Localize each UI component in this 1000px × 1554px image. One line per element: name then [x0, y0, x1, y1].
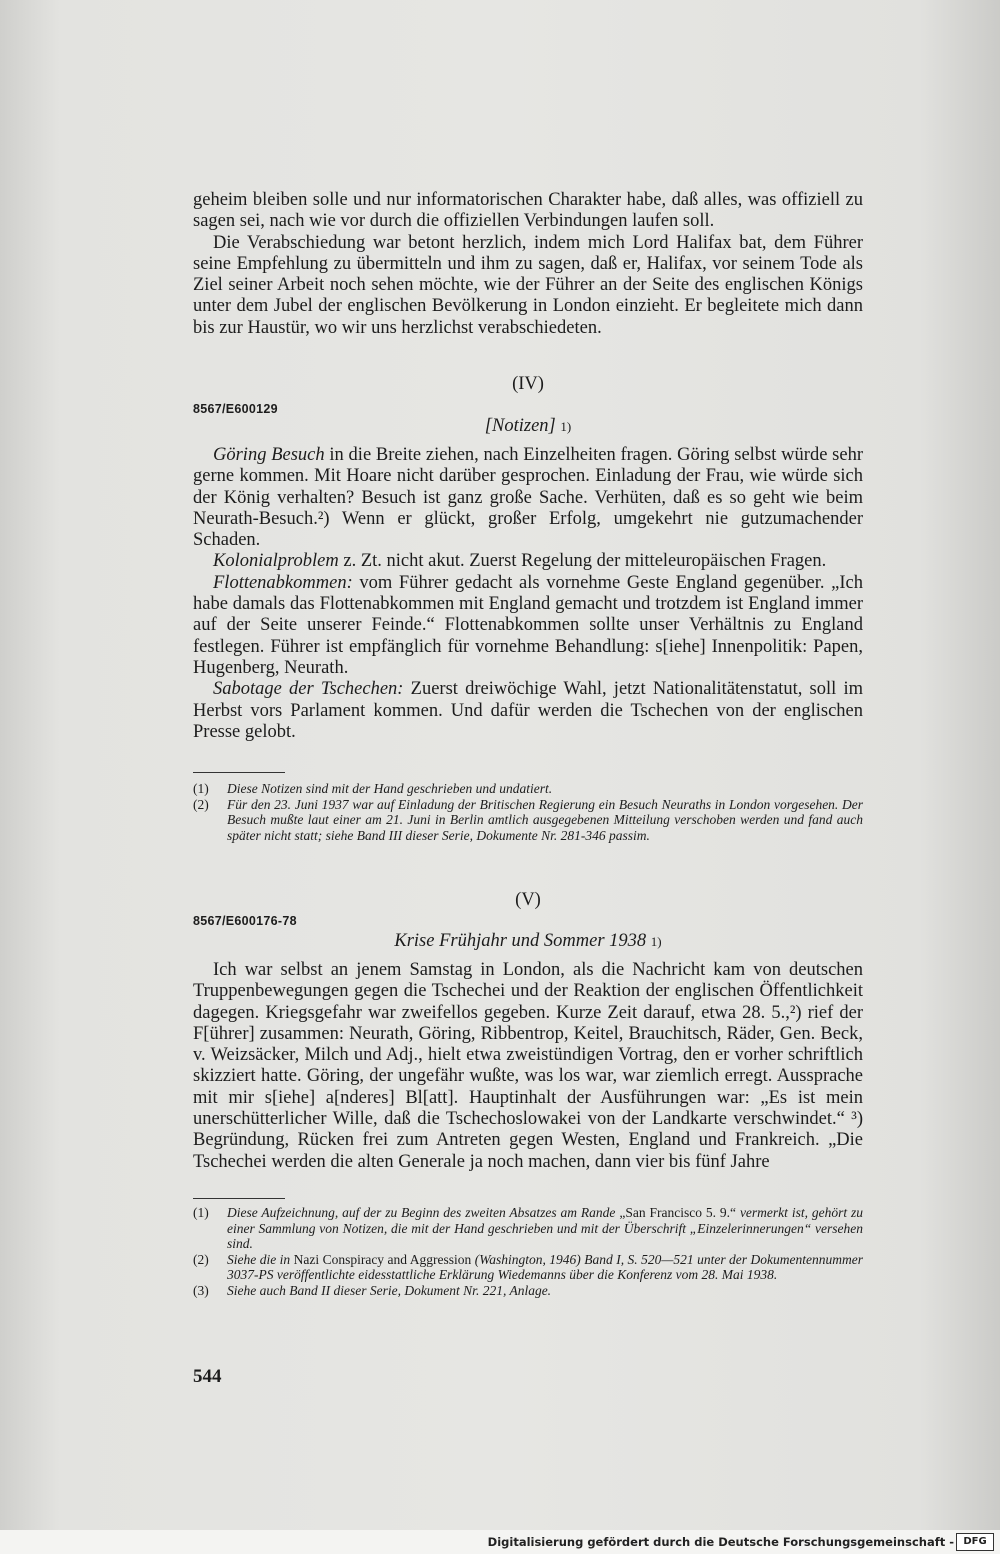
dfg-logo: DFG: [956, 1533, 994, 1551]
footnote: [193, 797, 863, 844]
section-iv-title: [193, 416, 863, 437]
section-v-title-text: Krise Frühjahr und Sommer 1938: [394, 931, 647, 951]
section-iv-numeral: (IV): [512, 374, 544, 394]
footnote-body: [227, 1283, 863, 1299]
footer-bar: [0, 1530, 1000, 1554]
footnote: [193, 1205, 863, 1252]
footnote-body: [227, 1205, 863, 1252]
section-v-title-note: 1): [650, 934, 662, 949]
footnote-number: (2): [193, 796, 209, 812]
footnote-number: (3): [193, 1282, 209, 1298]
footnote: [193, 1283, 863, 1299]
footnote-number: (1): [193, 781, 209, 796]
section-iv-para-3: [193, 573, 863, 679]
footnote-text: Für den 23. Juni 1937 war auf Einladung der Britischen Regierung ein Besuch Neuraths in London vorgesehen. Der Besuch mußte laut einer am 21. Juni in Berlin amtlich ausgegebenen Mitteilung verschoben werden und fand auch später nicht statt; siehe Band III dieser Serie, Dokumente Nr. 281-346 passim.: [227, 796, 863, 843]
footnote-number: (2): [193, 1251, 209, 1267]
section-iv-footnotes: [193, 781, 863, 843]
para-lead: Flottenabkommen:: [213, 572, 353, 593]
footnote-text: Siehe auch Band II dieser Serie, Dokument Nr. 221, Anlage.: [227, 1282, 552, 1298]
footnote-text: vermerkt ist, gehört zu einer Sammlung von Notizen, die mit der Hand geschrieben und mit der Überschrift „Einzelerinnerungen“ versehen sind.: [227, 1205, 864, 1251]
para-text: in die Breite ziehen, nach Einzelheiten fragen. Göring selbst würde sehr gerne kommen. Mit Hoare nicht darüber gesprochen. Einladung der Frau, wie würde sich der König verhalten? Besuch ist ganz große Sache. Verhüten, daß es so geht wie beim Neurath-Besuch.²) Wenn er glückt, großer Erfolg, umgekehrt nie gutzumachender Schaden.: [193, 445, 863, 551]
section-iv-title-text: [Notizen]: [484, 416, 556, 436]
section-v-para: Ich war selbst an jenem Samstag in London, als die Nachricht kam von deutschen Truppenbewegungen gegen die Tschechei und der Reaktion der englischen Öffentlichkeit dagegen. Kriegsgefahr war zweifellos gegeben. Kurze Zeit darauf, etwa 28. 5.,²) rief der F[ührer] zusammen: Neurath, Göring, Ribbentrop, Keitel, Brauchitsch, Räder, Gen. Beck, v. Weizsäcker, Milch und Adj., hielt etwa zweistündigen Vortrag, den er vorher schriftlich skizziert hatte. Göring, der ungefähr wußte, was los war, war ziemlich erregt. Aussprache mit mir s[iehe] a[nderes] Bl[att]. Hauptinhalt der Ausführungen war: „Es ist mein unerschütterlicher Wille, daß die Tschechoslowakei von der Landkarte verschwindet.“ ³) Begründung, Rücken frei zum Antreten gegen Westen, England und Frankreich. „Die Tschechei werden die alten Generale ja noch machen, dann vier bis fünf Jahre: [193, 960, 863, 1172]
section-iv-signature: 8567/E600129: [193, 402, 278, 416]
section-v-title: [193, 931, 863, 952]
para-lead: Göring Besuch: [213, 445, 325, 465]
footnote: [193, 1252, 863, 1283]
section-v-body: [193, 960, 863, 1173]
section-v-footnotes: [193, 1205, 863, 1298]
section-iv-para-4: [193, 679, 863, 743]
section-v-signature: 8567/E600176-78: [193, 914, 297, 928]
para-lead: Kolonialproblem: [213, 551, 339, 572]
footnote-rule: [193, 1198, 285, 1199]
footnote-number: (1): [193, 1205, 209, 1220]
section-iv-body: [193, 445, 863, 743]
footnote-text: (Washington, 1946) Band I, S. 520—521 unter der Dokumentennummer 3037-PS veröffentlichte eidesstattliche Erklärung Wiedemanns über die Konferenz vom 28. Mai 1938.: [227, 1251, 863, 1282]
footnote-text: Diese Notizen sind mit der Hand geschrieben und undatiert.: [227, 781, 553, 796]
section-v-numeral: (V): [515, 890, 541, 910]
top-paragraph-2: Die Verabschiedung war betont herzlich, indem mich Lord Halifax bat, dem Führer seine Empfehlung zu übermitteln und ihm zu sagen, daß er, Halifax, vor seinem Tode als Ziel seiner Arbeit noch sehen möchte, wie der Führer an der Seite des englischen Königs unter dem Jubel der englischen Bevölkerung in London einzieht. Er begleitete mich dann bis zur Haustür, wo wir uns herzlichst verabschiedeten.: [193, 232, 863, 338]
footnote-upright: Nazi Conspiracy and Aggression: [293, 1251, 472, 1267]
footnote-rule: [193, 772, 285, 773]
footnote: [193, 781, 863, 797]
top-text: [193, 190, 863, 339]
para-text: z. Zt. nicht akut. Zuerst Regelung der mitteleuropäischen Fragen.: [338, 551, 827, 572]
section-iv-para-2: [193, 551, 863, 572]
footnote-body: [227, 1252, 863, 1283]
footnote-upright: „San Francisco 5. 9.“: [619, 1205, 737, 1220]
footer-credit: Digitalisierung gefördert durch die Deutsche Forschungsgemeinschaft -: [487, 1535, 954, 1549]
para-text: Zuerst dreiwöchige Wahl, jetzt Nationalitätenstatut, soll im Herbst vors Parlament kommen. Und dafür werden die Tschechen von der englischen Presse gelobt.: [193, 679, 863, 742]
section-iv-para-1: [193, 445, 863, 551]
para-lead: Sabotage der Tschechen:: [213, 679, 404, 700]
footnote-text: Diese Aufzeichnung, auf der zu Beginn des zweiten Absatzes am Rande: [227, 1205, 620, 1220]
top-paragraph-1: geheim bleiben solle und nur informatorischen Charakter habe, daß alles, was offiziell zu sagen sei, nach wie vor durch die offiziellen Verbindungen laufen soll.: [193, 190, 863, 232]
section-iv-title-note: 1): [560, 419, 572, 434]
page-number: 544: [193, 1366, 222, 1387]
footnote-text: Siehe die in: [227, 1251, 294, 1267]
para-text: vom Führer gedacht als vornehme Geste England gegenüber. „Ich habe damals das Flottenabkommen mit England gemacht und trotzdem ist England immer auf der Seite unserer Feinde.“ Flottenabkommen sollte unser Verhältnis zu England festlegen. Führer ist empfänglich für vornehme Behandlung: s[iehe] Innenpolitik: Papen, Hugenberg, Neurath.: [193, 572, 863, 678]
